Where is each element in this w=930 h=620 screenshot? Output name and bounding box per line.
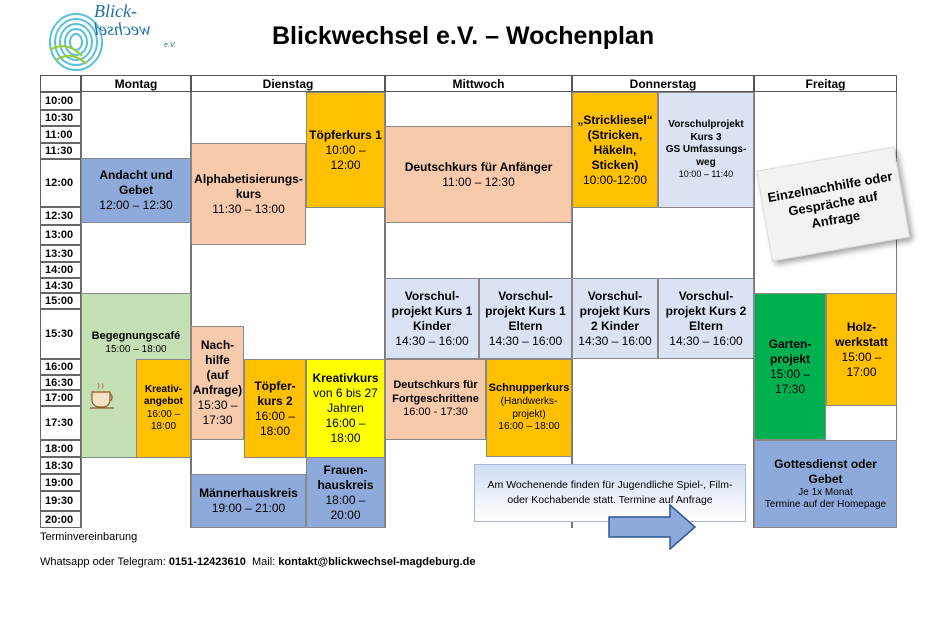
event-holzwerkstatt[interactable] <box>826 293 897 406</box>
time-label: 14:00 <box>40 262 81 278</box>
time-label: 16:00 <box>40 359 81 375</box>
event-title: Holz-werkstatt <box>835 319 888 349</box>
event-title: Kreativkurs <box>312 371 379 385</box>
event-time: 15:00 – 18:00 <box>105 343 167 355</box>
event-time: 10:00 – 12:00 <box>325 142 366 172</box>
footer-appointment: Terminvereinbarung <box>40 531 138 543</box>
event-toepferkurs-2[interactable] <box>244 359 306 458</box>
event-gartenprojekt[interactable] <box>754 293 826 440</box>
event-title: Begegnungscafé <box>91 330 181 342</box>
event-title: Vorschul-projekt Kurs 1 Kinder <box>391 288 473 333</box>
time-label: 14:30 <box>40 278 81 293</box>
event-time: 11:00 – 12:30 <box>442 174 515 189</box>
event-title: Deutschkurs für Fortgeschrittene <box>392 378 479 405</box>
event-subtitle: von 6 bis 27 Jahren <box>313 386 378 415</box>
time-label: 10:30 <box>40 110 81 126</box>
footer-mail-label: Mail: <box>245 556 279 568</box>
event-title: Vorschul-projekt Kurs 1 Eltern <box>485 288 566 333</box>
time-label: 13:30 <box>40 245 81 262</box>
time-label: 18:30 <box>40 457 81 474</box>
header-mittwoch: Mittwoch <box>385 75 572 92</box>
event-title: Garten-projekt <box>768 336 812 366</box>
time-label: 13:00 <box>40 225 81 245</box>
header-donnerstag: Donnerstag <box>572 75 754 92</box>
footer-prefix: Whatsapp oder Telegram: <box>40 556 169 568</box>
time-label: 12:30 <box>40 207 81 225</box>
event-toepferkurs-1[interactable] <box>306 92 385 208</box>
event-title: Andacht und Gebet <box>99 168 173 197</box>
time-label: 16:30 <box>40 375 81 390</box>
time-label: 17:30 <box>40 406 81 440</box>
coffee-cup-icon <box>88 380 120 410</box>
event-title: Schnupperkurs <box>488 382 570 395</box>
event-time: 15:00 – 17:00 <box>841 349 882 379</box>
event-title: Vorschul-projekt Kurs 2 Eltern <box>665 288 747 333</box>
event-title: „Strickliesel“ (Stricken, Häkeln, Sticken) <box>577 112 653 172</box>
event-subtitle: GS Umfassungs-weg <box>665 144 747 168</box>
footer-phone[interactable]: 0151-12423610 <box>168 556 246 568</box>
event-title: Töpfer-kurs 2 <box>254 378 296 408</box>
event-vorschul-kurs2-kinder[interactable] <box>572 278 658 359</box>
time-label: 20:00 <box>40 511 81 528</box>
time-label: 11:30 <box>40 143 81 159</box>
time-label: 15:00 <box>40 293 81 309</box>
logo <box>46 2 186 74</box>
event-time: 15:00 – 17:30 <box>769 366 811 396</box>
event-gottesdienst[interactable] <box>754 440 897 528</box>
event-time: 14:30 – 16:00 <box>578 333 652 348</box>
event-title: Gottesdienst oder Gebet <box>774 456 877 486</box>
event-time: Termine auf der Homepage <box>764 499 887 510</box>
event-vorschul-kurs1-kinder[interactable] <box>385 278 479 359</box>
footer-mail[interactable]: kontakt@blickwechsel-magdeburg.de <box>278 556 476 568</box>
time-label: 18:00 <box>40 440 81 457</box>
event-time: 16:00 – 18:00 <box>146 408 181 432</box>
header-freitag: Freitag <box>754 75 897 92</box>
event-time: 14:30 – 16:00 <box>395 333 469 348</box>
event-time: 11:30 – 13:00 <box>212 201 285 216</box>
time-label: 19:00 <box>40 474 81 491</box>
header-corner <box>40 75 81 92</box>
time-label: 11:00 <box>40 126 81 143</box>
event-vorschul-kurs2-eltern[interactable] <box>658 278 754 359</box>
header-montag: Montag <box>81 75 191 92</box>
event-vorschul-kurs3[interactable] <box>658 92 754 208</box>
event-deutschkurs-anfaenger[interactable] <box>385 126 572 223</box>
footer-contact <box>40 556 475 568</box>
time-label: 12:00 <box>40 159 81 207</box>
event-time: 16:00 – 18:00 <box>325 416 366 445</box>
event-title: Kreativ-angebot <box>144 383 183 407</box>
event-schnupperkurs[interactable] <box>486 359 572 457</box>
event-vorschul-kurs1-eltern[interactable] <box>479 278 572 359</box>
logo-line1: Blick- <box>94 1 137 21</box>
event-time: 16:00 – 18:00 <box>254 408 296 438</box>
time-label: 17:00 <box>40 390 81 406</box>
time-label: 19:30 <box>40 491 81 511</box>
event-time: 16:00 – 18:00 <box>498 421 560 433</box>
event-time: 19:00 – 21:00 <box>211 501 286 515</box>
event-title: Deutschkurs für Anfänger <box>404 159 553 174</box>
weekend-note: Am Wochenende finden für Jugendliche Spiel-, Film- oder Kochabende statt. Termine auf Anfrage <box>474 464 746 522</box>
event-title: Frauen-hauskreis <box>317 462 374 492</box>
event-time: 10:00-12:00 <box>582 172 648 187</box>
logo-ev: e.V. <box>164 42 176 49</box>
event-time: 12:00 – 12:30 <box>99 198 173 212</box>
event-subtitle: Je 1x Monat <box>798 486 853 498</box>
event-title: Alphabetisierungs-kurs <box>194 171 303 201</box>
event-time: 18:00 – 20:00 <box>325 492 366 522</box>
header-dienstag: Dienstag <box>191 75 385 92</box>
event-title: Nach-hilfe (auf Anfrage) <box>192 338 243 397</box>
time-label: 10:00 <box>40 92 81 110</box>
event-alphabetisierung[interactable] <box>191 143 306 245</box>
event-title: Männerhauskreis <box>199 486 298 500</box>
event-kreativangebot[interactable] <box>136 359 191 458</box>
event-strickliesel[interactable] <box>572 92 658 208</box>
event-nachhilfe[interactable] <box>191 326 244 440</box>
event-time: 14:30 – 16:00 <box>488 333 563 348</box>
event-subtitle: (Handwerks-projekt) <box>500 396 558 420</box>
event-title: Töpferkurs 1 <box>309 127 382 142</box>
logo-line2: wechsel <box>94 19 151 39</box>
arrow-right-icon <box>608 504 696 550</box>
logo-text <box>94 2 151 38</box>
event-andacht[interactable] <box>81 158 191 223</box>
event-time: 16:00 - 17:30 <box>403 406 468 419</box>
event-maennerhauskreis[interactable] <box>191 474 306 528</box>
page-title: Blickwechsel e.V. – Wochenplan <box>272 22 655 50</box>
event-kreativkurs[interactable] <box>306 359 385 458</box>
einzelnachhilfe-note: Einzelnachhilfe oder Gespräche auf Anfrage <box>756 147 910 262</box>
event-time: 14:30 – 16:00 <box>669 333 743 348</box>
event-title: Vorschul-projekt Kurs 2 Kinder <box>579 288 651 333</box>
event-time: 15:30 – 17:30 <box>197 398 238 427</box>
event-time: 10:00 – 11:40 <box>678 169 734 180</box>
time-label: 15:30 <box>40 309 81 359</box>
event-frauenhauskreis[interactable] <box>306 457 385 528</box>
event-deutschkurs-fortgeschrittene[interactable] <box>385 359 486 440</box>
event-title: Vorschulprojekt Kurs 3 <box>668 119 744 143</box>
